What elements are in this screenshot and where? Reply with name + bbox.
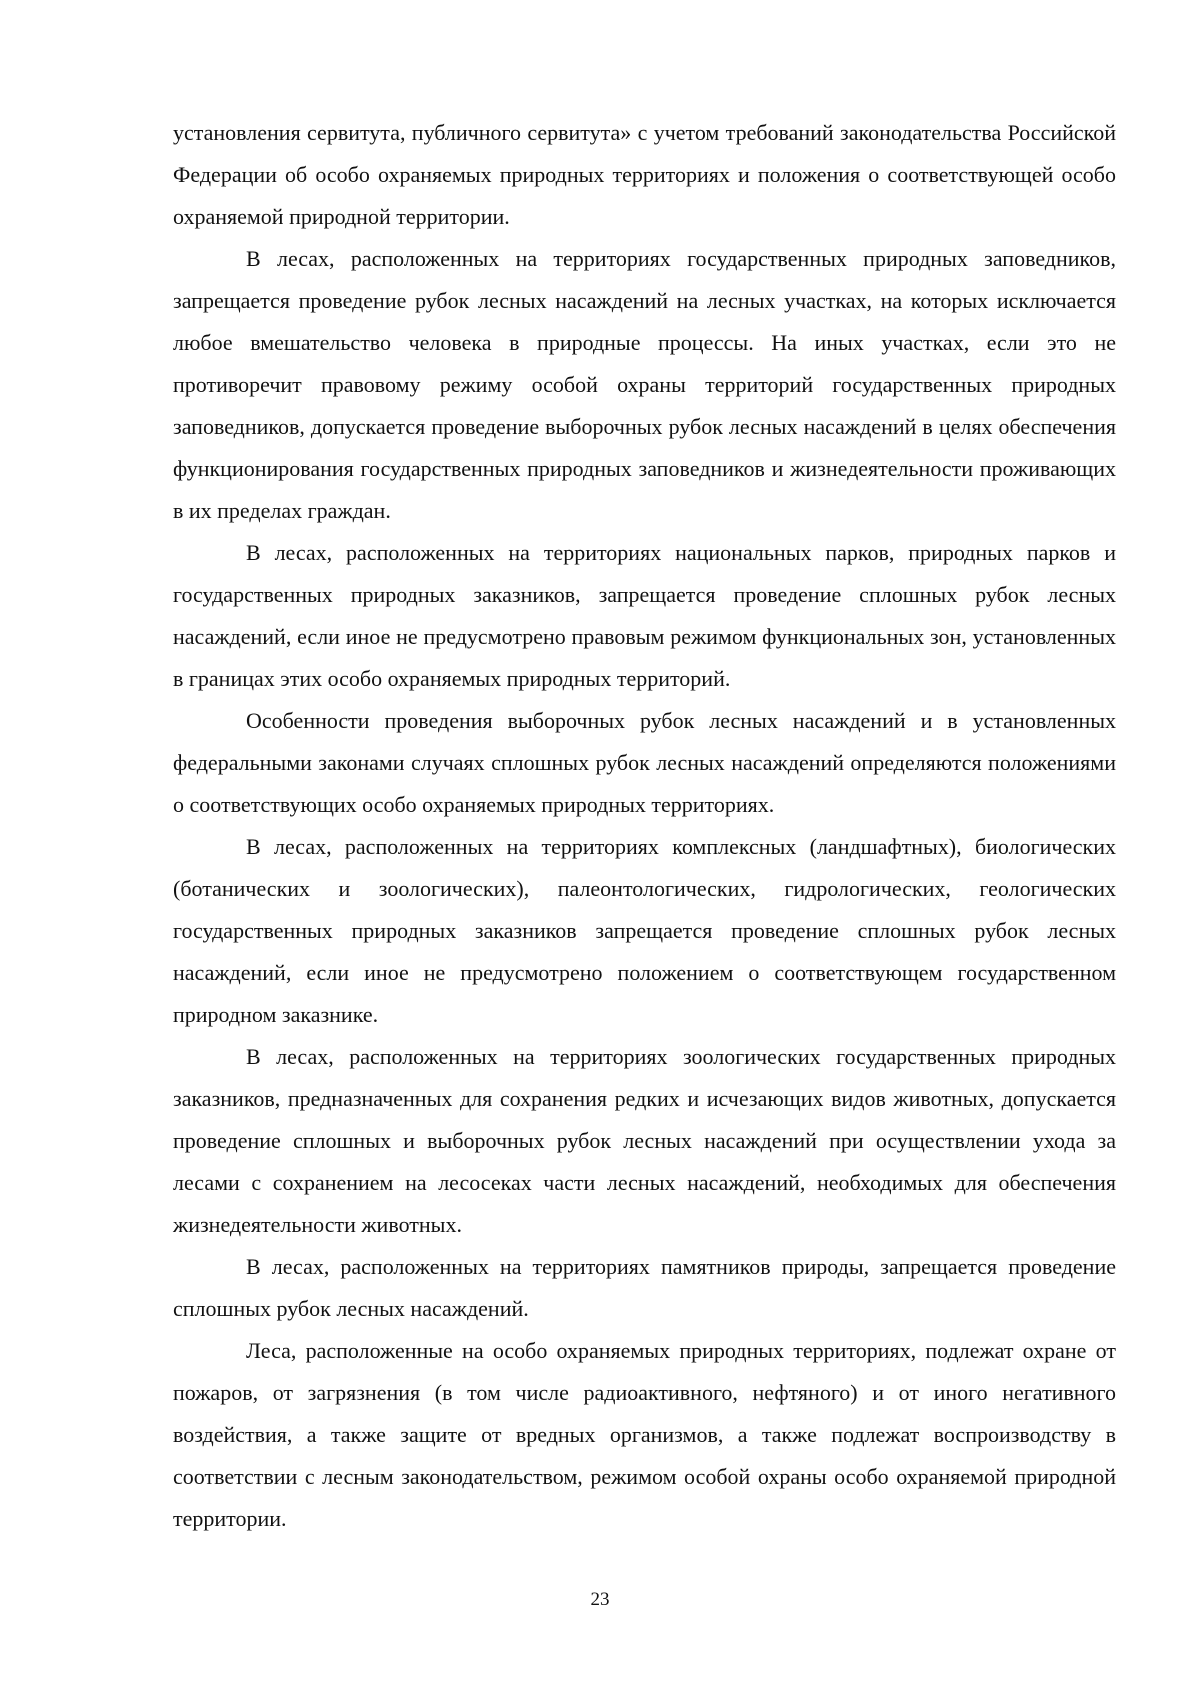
document-body: [173, 112, 1116, 1540]
paragraph-2: В лесах, расположенных на территориях государственных природных заповедников, запрещается проведение рубок лесных насаждений на лесных участках, на которых исключается любое вмешательство человека в природные процессы. На иных участках, если это не противоречит правовому режиму особой охраны территорий государственных природных заповедников, допускается проведение выборочных рубок лесных насаждений в целях обеспечения функционирования государственных природных заповедников и жизнедеятельности проживающих в их пределах граждан.: [173, 246, 1116, 523]
paragraph-7: В лесах, расположенных на территориях памятников природы, запрещается проведение сплошных рубок лесных насаждений.: [173, 1254, 1116, 1321]
paragraph-3: В лесах, расположенных на территориях национальных парков, природных парков и государственных природных заказников, запрещается проведение сплошных рубок лесных насаждений, если иное не предусмотрено правовым режимом функциональных зон, установленных в границах этих особо охраняемых природных территорий.: [173, 540, 1116, 691]
paragraph-5: В лесах, расположенных на территориях комплексных (ландшафтных), биологических (ботанических и зоологических), палеонтологических, гидрологических, геологических государственных природных заказников запрещается проведение сплошных рубок лесных насаждений, если иное не предусмотрено положением о соответствующем государственном природном заказнике.: [173, 834, 1116, 1027]
paragraph-6: В лесах, расположенных на территориях зоологических государственных природных заказников, предназначенных для сохранения редких и исчезающих видов животных, допускается проведение сплошных и выборочных рубок лесных насаждений при осуществлении ухода за лесами с сохранением на лесосеках части лесных насаждений, необходимых для обеспечения жизнедеятельности животных.: [173, 1044, 1116, 1237]
paragraph-1: установления сервитута, публичного сервитута» с учетом требований законодательства Российской Федерации об особо охраняемых природных территориях и положения о соответствующей особо охраняемой природной территории.: [173, 120, 1116, 229]
page-number: 23: [590, 1589, 610, 1610]
paragraph-8: Леса, расположенные на особо охраняемых природных территориях, подлежат охране от пожаров, от загрязнения (в том числе радиоактивного, нефтяного) и от иного негативного воздействия, а также защите от вредных организмов, а также подлежат воспроизводству в соответствии с лесным законодательством, режимом особой охраны особо охраняемой природной территории.: [173, 1338, 1116, 1531]
paragraph-4: Особенности проведения выборочных рубок лесных насаждений и в установленных федеральными законами случаях сплошных рубок лесных насаждений определяются положениями о соответствующих особо охраняемых природных территориях.: [173, 708, 1116, 817]
